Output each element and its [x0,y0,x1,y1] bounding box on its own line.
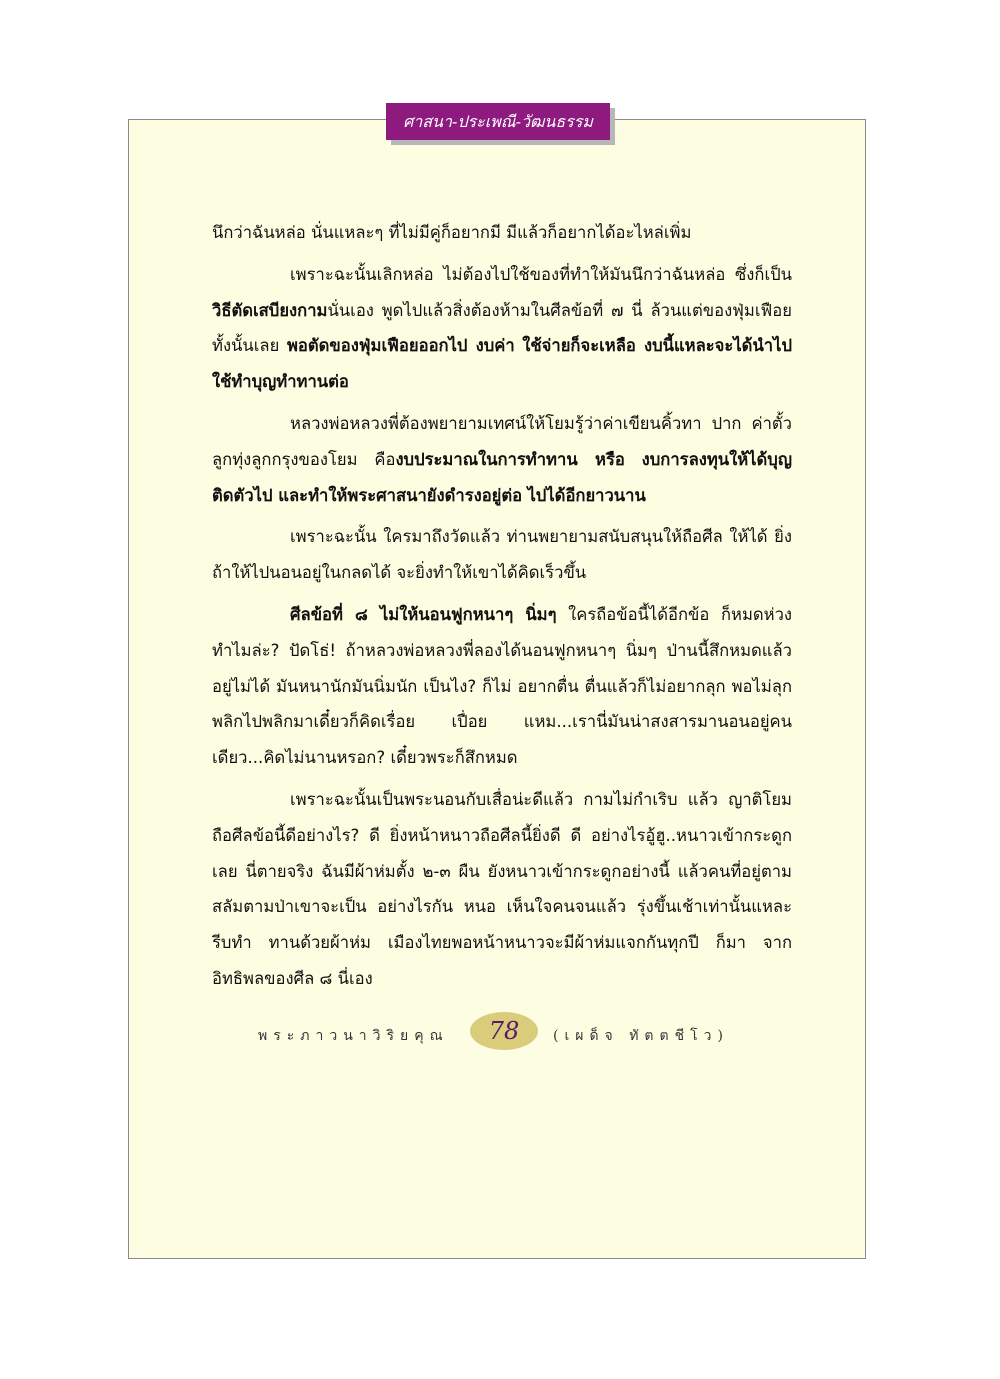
footer-author: (เผด็จ ทัตตชีโว) [553,1028,729,1044]
text-segment: ให้ได้ ยิ่งถ้าให้ไปนอนอยู่ในกลดได้ จะยิ่งทำให้เขาได้คิดเร็วขึ้น [212,527,792,583]
footer-book-title: พระภาวนาวิริยคุณ [258,1028,449,1044]
body-text [212,215,792,997]
text-segment: ใครถือข้อนี้ได้อีกข้อ [556,604,710,624]
text-segment: เพราะฉะนั้นเป็นพระนอนกับเสื่อน่ะดีแล้ว กามไม่กำเริบ แล้ว [290,789,718,809]
paragraph [212,257,792,400]
text-segment: นึกว่าฉันหล่อ นั่นแหละๆ ที่ไม่มีคู่ก็อยากมี มีแล้วก็อยากได้อะไหล่เพิ่ม [212,223,692,242]
section-header-tab [386,103,610,140]
paragraph [212,519,792,591]
bold-text-segment: ศีลข้อที่ ๘ ไม่ให้นอนฟูกหนาๆ นิ่มๆ [290,604,557,624]
bold-text-segment: ไปได้อีกยาวนาน [527,485,646,505]
text-segment: เพราะฉะนั้น ใครมาถึงวัดแล้ว ท่านพยายามสนับสนุนให้ถือศีล [290,527,723,547]
bold-text-segment: งบประมาณในการทำทาน หรือ [395,449,625,469]
text-segment: เพราะฉะนั้นเลิกหล่อ ไม่ต้องไปใช้ของที่ทำให้มันนึกว่าฉันหล่อ [290,264,726,284]
text-segment: นิ่มๆ ป่านนี้สึกหมดแล้ว อยู่ไม่ได้ มันหนานักมันนิ่มนัก เป็นไง? ก็ไม่ [212,640,792,696]
text-segment: อยากตื่น ตื่นแล้วก็ไม่อยากลุก พอไม่ลุก พลิกไปพลิกมาเดี๋ยวก็คิดเรื่อย [212,676,792,732]
text-segment: นี่ ล้วนแต่ของฟุ่มเฟือยทั้งนั้นเลย [212,300,792,356]
bold-text-segment: ใช้จ่ายก็จะเหลือ งบนี้แหละจะได้นำไปใช้ทำบุญทำทานต่อ [212,336,792,392]
paragraph [212,215,792,251]
paragraph [212,406,792,513]
section-header-title: ศาสนา-ประเพณี-วัฒนธรรม [403,112,593,131]
text-segment: ทานด้วยผ้าห่ม เมืองไทยพอหน้าหนาวจะมีผ้าห่มแจกกันทุกปี ก็มา [268,933,747,953]
text-segment: อย่างไรกัน หนอ เห็นใจคนจนแล้ว รุ่งขึ้นเช้าเท่านั้นแหละ รีบทำ [212,897,792,953]
text-segment: นั่นเอง พูดไปแล้วสิ่งต้องห้ามในศีลข้อที่ ๗ [327,300,624,320]
page-number-badge [470,1012,538,1050]
page-number: 78 [488,1017,520,1045]
text-segment: หลวงพ่อหลวงพี่ต้องพยายามเทศน์ให้โยมรู้ว่าค่าเขียนคิ้วทา [290,413,702,433]
text-segment: ซึ่งก็เป็น [735,264,792,284]
text-segment: จากอิทธิพลของศีล ๘ นี่เอง [212,933,793,988]
bold-text-segment: วิธีตัดเสบียงกาม [212,300,328,320]
text-segment: ญาติโยมถือศีลข้อนี้ดีอย่างไร? ดี ยิ่งหน้าหนาวถือศีลนี้ยิ่งดี ดี [212,789,792,845]
paragraph [212,597,792,776]
text-segment: ก็หมดห่วง ทำไมล่ะ? ปัดโธ่! ถ้าหลวงพ่อหลวงพี่ลองได้นอนฟูกหนาๆ [212,604,793,660]
text-segment: อย่างไรอู้ฮู..หนาวเข้ากระดูกเลย นี่ตายจริง ฉันมีผ้าห่มตั้ง ๒-๓ ผืน [212,825,792,881]
text-segment: ยังหนาวเข้ากระดูกอย่างนี้ แล้วคนที่อยู่ตามสลัมตามป่าเขาจะเป็น [212,861,792,917]
paragraph [212,782,792,997]
bold-text-segment: พอตัดของฟุ่มเฟือยออกไป งบค่า [286,336,515,356]
bold-text-segment: งบการลงทุนให้ได้บุญติดตัวไป และทำให้พระศาสนายังดำรงอยู่ต่อ [212,449,792,505]
text-segment: ปาก ค่าตั้วลูกทุ่งลูกกรุงของโยม คือ [212,413,792,469]
text-segment: เดี๋ยวพระก็สึกหมด [390,748,518,768]
text-segment: เปื่อย แหม...เรานี่มันน่าสงสารมานอนอยู่คนเดียว...คิดไม่นานหรอก? [212,712,792,768]
